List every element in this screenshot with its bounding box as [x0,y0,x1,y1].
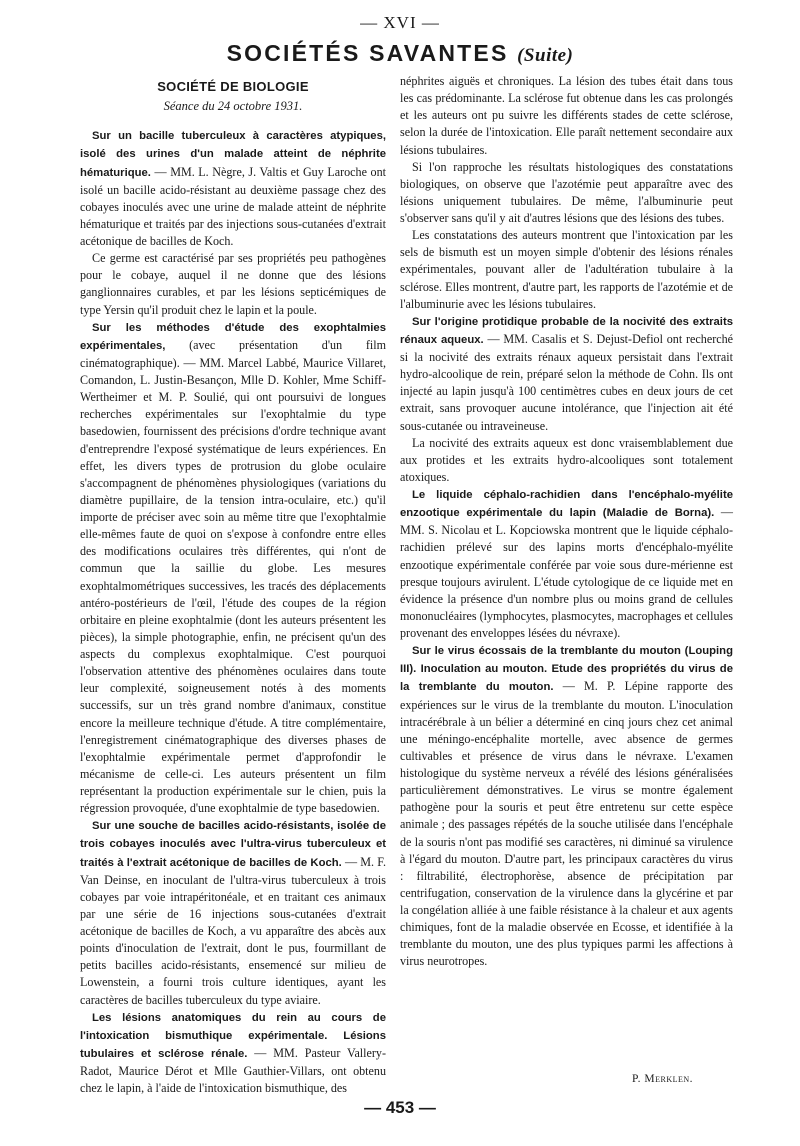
article-body: — MM. S. Nicolau et L. Kopciowska montrent que le liquide céphalo-rachidien prélevé sur des lapins morts d'encéphalo-myélite enzootique expérimentale conférée par voie sous dure-mérienne est presque toujours avirulent. L'étude cytologique de ce liquide met en évidence la présence d'un nombre plus ou moins grand de cellules mononucléaires (lymphocytes, plasmocytes, macrophages et cellules provenant des enveloppes lésées du névraxe). [400,505,733,640]
article-paragraph: Si l'on rapproche les résultats histologiques des constatations biologiques, on observe que l'azotémie peut apparaître avec des lésions uniquement tubulaires. De même, l'albuminurie peut s'observer sans qu'il y ait d'autres lésions que des lésions des tubes. [400,159,733,225]
session-date: Séance du 24 octobre 1931. [163,99,303,114]
author-signature: P. Merklen. [632,1073,694,1085]
article-body: — MM. Casalis et S. Dejust-Defiol ont recherché si la nocivité des extraits rénaux aqueux persistait dans l'extrait hydro-alcoolique de rein, préparé selon la méthode de Cohn. Ils ont injecté au lapin jusqu'à 100 centimètres cubes en deux jours de cet extrait, sans provoquer aucune intolérance, que l'injection ait été sous-cutanée ou intraveineuse. [400,331,733,433]
article-body: — MM. L. Nègre, J. Valtis et Guy Laroche ont isolé un bacille acido-résistant au deuxième passage chez des cobayes inoculés avec une urine de malade atteint de néphrite hématurique et traités par des injections sous-cutanées d'extrait acétonique de bacilles de Koch. [80,164,386,248]
section-title [0,40,800,67]
article-title: Les lésions anatomiques du rein au cours de l'intoxication bismuthique expérimentale. Lésions tubulaires et sclérose rénale. [80,1011,386,1060]
article-exophthalmia-methods [80,319,386,818]
article-title: Sur les méthodes d'étude des exophtalmies expérimentales, [80,321,386,352]
article-title: Sur une souche de bacilles acido-résistants, isolée de trois cobayes inoculés avec l'ultra-virus tuberculeux et traités à l'extrait acétonique de bacilles de Koch. [80,820,386,869]
right-column [400,73,733,971]
article-continuation: néphrites aiguës et chroniques. La lésion des tubes était dans tous les cas prédominante. La sclérose fut obtenue dans les cas prolongés et les auteurs ont pu suivre les différents stades de cette sclérose, selon la durée de l'intoxication. Elle paraît nettement secondaire aux lésions tubulaires. [400,74,733,157]
article-louping-ill [400,642,733,970]
article-title: Sur l'origine protidique probable de la nocivité des extraits rénaux aqueux. [400,315,733,346]
article-body: (avec présentation d'un film cinématographique). — MM. Marcel Labbé, Maurice Villaret, Comandon, L. Justin-Besançon, Mlle D. Kohler, Mme Schiff-Wertheimer et M. P. Soulié, qui ont poursuivi de longues recherches expérimentales sur l'exophtalmie du type basedowien, fournissent des précisions d'ordre technique avant d'entreprendre l'exposé systématique de leurs expériences. En effet, les divers types de protrusion du globe oculaire s'accompagnent de phénomènes physiologiques (variations du diamètre pupillaire, de la tension intra-oculaire, etc.) qu'il importe de préciser avec soin au même titre que l'exophtalmie elle-mêmes faute de quoi on s'expose à confondre entre elles des modifications oculaires très différentes, qui n'ont de commun que la saillie du globe. Les mesures exophtalmométriques successives, les tracés des déplacements antéro-postérieurs de l'œil, l'étude des coupes de la région orbitaire en pleine exophtalmie (dont les auteurs présentent les pièces), la simple photographie, enfin, ne précisent qu'un des aspects du complexus exophtalmique. C'est pourquoi l'observation attentive des phénomènes oculaires dans toute leur complexité, soigneusement notés à des moments successifs, sur un très grand nombre d'animaux, constitue encore la meilleure technique d'étude. A titre complémentaire, l'enregistrement cinématographique des diverses phases de l'exophtalmie expérimentale permet d'approfondir le mécanisme de celle-ci. Les auteurs présentent un film représentant la production expérimentale sur le chien, puis la régression provoquée, d'une exophtalmie de type basedowien. [80,337,386,816]
article-paragraph: Les constatations des auteurs montrent que l'intoxication par les sels de bismuth est un moyen simple d'obtenir des lésions rénales expérimentales, pouvant aller de l'adultération tubulaire à la sclérose. Elles montrent, d'autre part, les rapports de l'azotémie et de l'albuminurie avec les lésions tubulaires. [400,228,733,311]
article-cerebrospinal-fluid [400,486,733,642]
society-heading: SOCIÉTÉ DE BIOLOGIE [157,79,309,94]
article-title: Sur un bacille tuberculeux à caractères atypiques, isolé des urines d'un malade atteint de néphrite hématurique. [80,130,386,179]
article-paragraph: La nocivité des extraits aqueux est donc vraisemblablement due aux protides et les extraits hydro-alcooliques sont totalement atoxiques. [400,435,733,484]
section-title-text: SOCIÉTÉS SAVANTES [226,40,509,66]
article-body: — M. F. Van Deinse, en inoculant de l'ultra-virus tuberculeux à trois cobayes par voie intrapéritonéale, et en traitant ces animaux par une série de 16 injections sous-cutanées d'extrait acétonique de bacilles de Koch, a vu apparaître des abcès aux points d'inoculation de l'extrait, dont le pus, fourmillant de petits bacilles acido-résistants, ensemencé sur milieu de Lowenstein, a fourni trois culture identiques, ayant les caractères de bacilles tuberculeux du type aviaire. [80,854,386,1007]
article-acid-resistant-strain [80,817,386,1008]
article-body: — M. P. Lépine rapporte des expériences sur le virus de la tremblante du mouton. L'inoculation intracérébrale à un bélier a déterminé en cinq jours chez cet animal une méningo-encéphalite mortelle, avec absence de germes cultivables et présence de virus dans le névraxe. L'examen histologique du système nerveux a révélé des lésions généralisées particulièrement démonstratives. Le virus se montre également pathogène pour la souris et peut être entretenu sur cette espèce animale ; des passages répétés de la souche utilisée dans l'encéphale de la souris n'ont pas modifié ses caractères, ni diminué sa virulence à l'égard du mouton. D'autre part, les principaux caractères du virus : filtrabilité, électrophorèse, absence de précipitation par centrifugation, conservation de la virulence dans la glycérine et par la congélation alliée à une faible résistance à la chaleur et aux agents chimiques, font de la maladie observée en Ecosse, et identifiée à la tremblante du mouton, une des plus typiques parmi les affections à virus neurotropes. [400,679,733,969]
section-title-suite: (Suite) [517,45,574,66]
article-renal-extracts [400,313,733,435]
page-number: — 453 — [364,1098,436,1117]
article-tuberculous-bacillus [80,127,386,250]
article-title: Le liquide céphalo-rachidien dans l'encéphalo-myélite enzootique expérimentale du lapin (Maladie de Borna). [400,489,733,520]
article-title: Sur le virus écossais de la tremblante du mouton (Louping III). Inoculation au mouton. Etude des propriétés du virus de la tremblante du mouton. [400,645,733,694]
article-body: — MM. Pasteur Vallery-Radot, Maurice Dérot et Mlle Gauthier-Villars, ont obtenu chez le lapin, à l'aide de l'intoxication bismuthique, des [80,1045,386,1096]
left-column [80,74,386,1097]
article-paragraph: Ce germe est caractérisé par ses propriétés peu pathogènes pour le cobaye, auquel il ne donne que des lésions ganglionnaires curables, et par les lésions septicémiques de type Yersin qu'il produit chez le lapin et la poule. [80,251,386,317]
article-kidney-lesions [80,1009,386,1098]
section-page-label: — XVI — [360,13,440,32]
